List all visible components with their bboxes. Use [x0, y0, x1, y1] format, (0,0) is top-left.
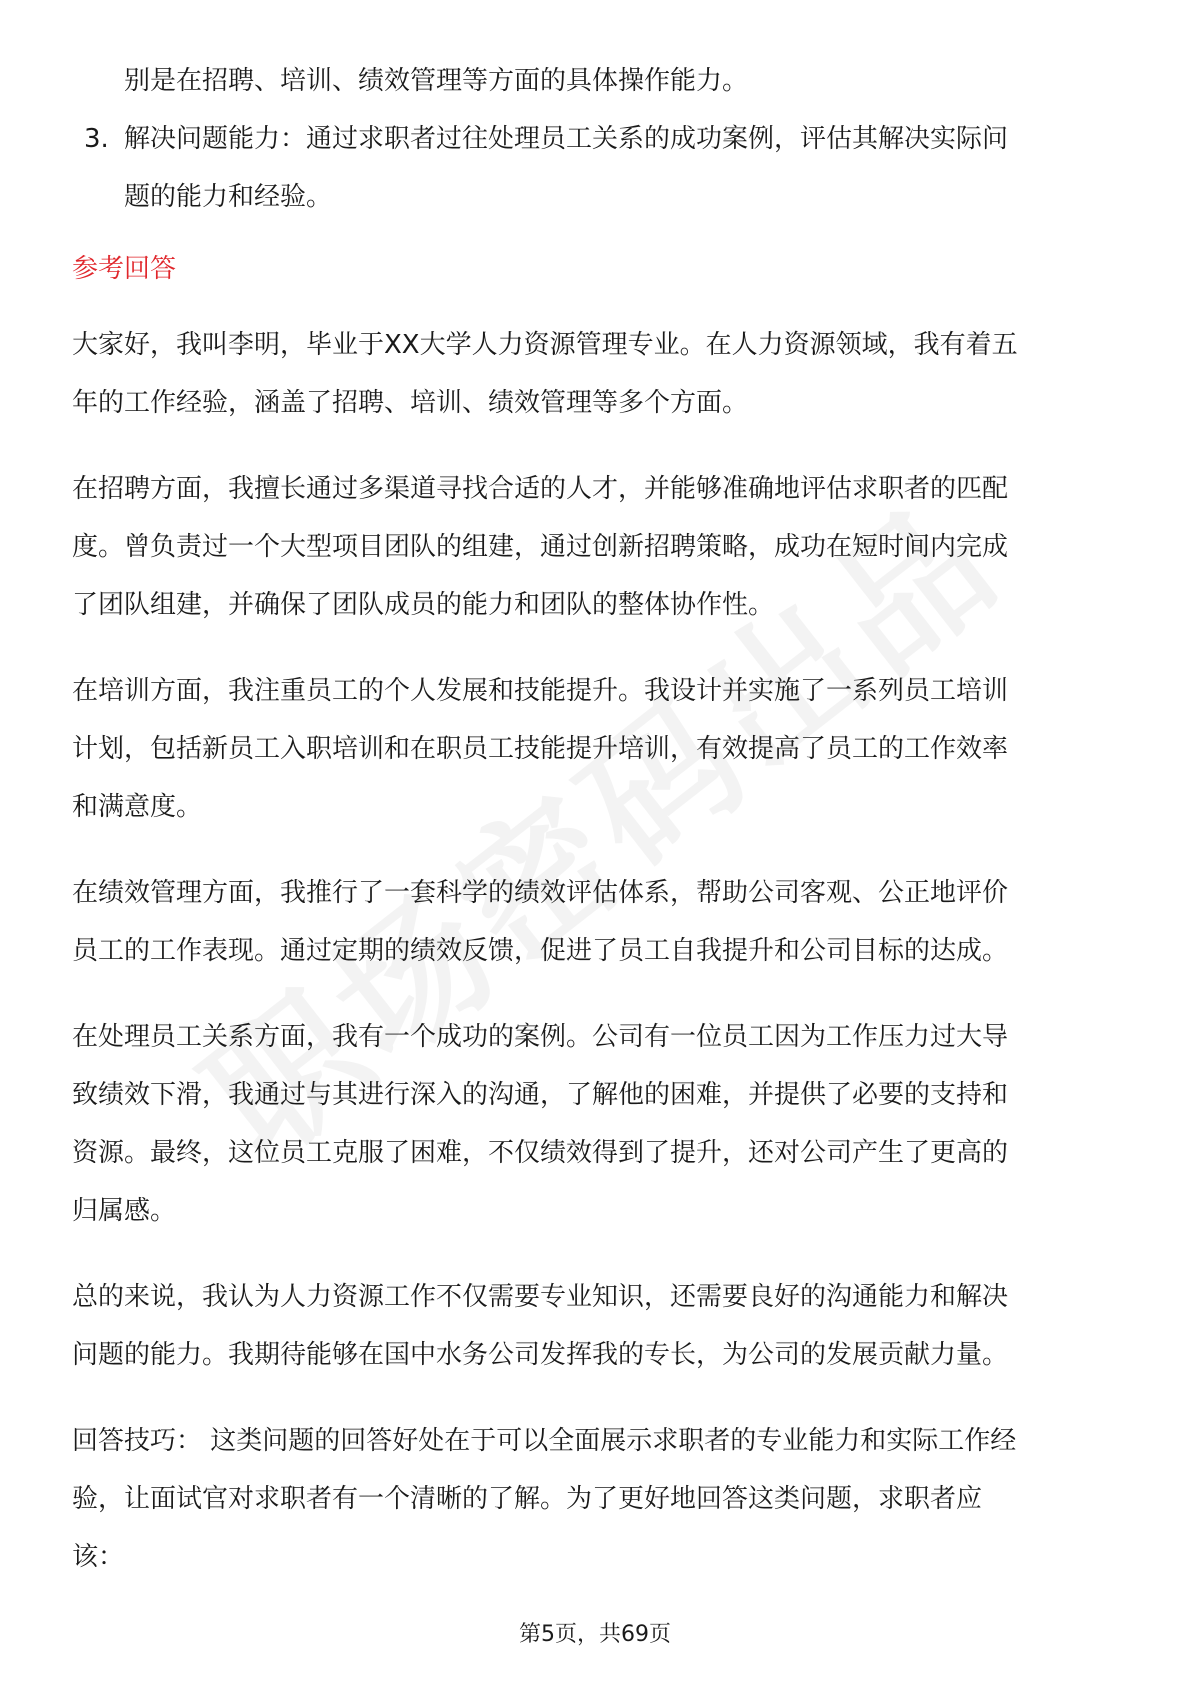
text-line: 验，让面试官对求职者有一个清晰的了解。为了更好地回答这类问题，求职者应: [72, 1484, 983, 1514]
page-content: [72, 52, 1122, 1614]
text-line: 员工的工作表现。通过定期的绩效反馈，促进了员工自我提升和公司目标的达成。: [72, 936, 1009, 966]
text-line: 年的工作经验，涵盖了招聘、培训、绩效管理等多个方面。: [72, 388, 749, 418]
text-line: 解决问题能力：通过求职者过往处理员工关系的成功案例，评估其解决实际问: [124, 124, 1009, 154]
text-line: 回答技巧： 这类问题的回答好处在于可以全面展示求职者的专业能力和实际工作经: [72, 1426, 1017, 1456]
list-item-3: [72, 110, 1122, 226]
paragraph-answer-tips: [72, 1412, 1122, 1586]
text-line: 归属感。: [72, 1196, 177, 1226]
paragraph-recruiting: [72, 460, 1122, 634]
text-line: 在培训方面，我注重员工的个人发展和技能提升。我设计并实施了一系列员工培训: [72, 676, 1009, 706]
paragraph-performance: [72, 864, 1122, 980]
list-item-2-continuation: [72, 52, 1122, 110]
page-number: 第5页，共69页: [519, 1622, 671, 1647]
list-number: 3.: [84, 124, 109, 154]
text-line: 在绩效管理方面，我推行了一套科学的绩效评估体系，帮助公司客观、公正地评价: [72, 878, 1009, 908]
paragraph-summary: [72, 1268, 1122, 1384]
text-line: 了团队组建，并确保了团队成员的能力和团队的整体协作性。: [72, 590, 775, 620]
text-line: 在招聘方面，我擅长通过多渠道寻找合适的人才，并能够准确地评估求职者的匹配: [72, 474, 1009, 504]
text-line: 资源。最终，这位员工克服了困难，不仅绩效得到了提升，还对公司产生了更高的: [72, 1138, 1009, 1168]
paragraph-employee-relations: [72, 1008, 1122, 1240]
text-line: 计划，包括新员工入职培训和在职员工技能提升培训，有效提高了员工的工作效率: [72, 734, 1009, 764]
paragraph-intro: [72, 316, 1122, 432]
text-line: 和满意度。: [72, 792, 203, 822]
text-line: 大家好，我叫李明，毕业于XX大学人力资源管理专业。在人力资源领域，我有着五: [72, 330, 1018, 360]
text-line: 问题的能力。我期待能够在国中水务公司发挥我的专长，为公司的发展贡献力量。: [72, 1340, 1009, 1370]
text-line: 该：: [72, 1542, 125, 1572]
text-line: 致绩效下滑，我通过与其进行深入的沟通，了解他的困难，并提供了必要的支持和: [72, 1080, 1009, 1110]
text-line: 在处理员工关系方面，我有一个成功的案例。公司有一位员工因为工作压力过大导: [72, 1022, 1009, 1052]
paragraph-training: [72, 662, 1122, 836]
section-heading: 参考回答: [72, 254, 177, 284]
text-line: 总的来说，我认为人力资源工作不仅需要专业知识，还需要良好的沟通能力和解决: [72, 1282, 1009, 1312]
text-line: 别是在招聘、培训、绩效管理等方面的具体操作能力。: [124, 66, 749, 96]
text-line: 度。曾负责过一个大型项目团队的组建，通过创新招聘策略，成功在短时间内完成: [72, 532, 1009, 562]
text-line: 题的能力和经验。: [124, 182, 333, 212]
